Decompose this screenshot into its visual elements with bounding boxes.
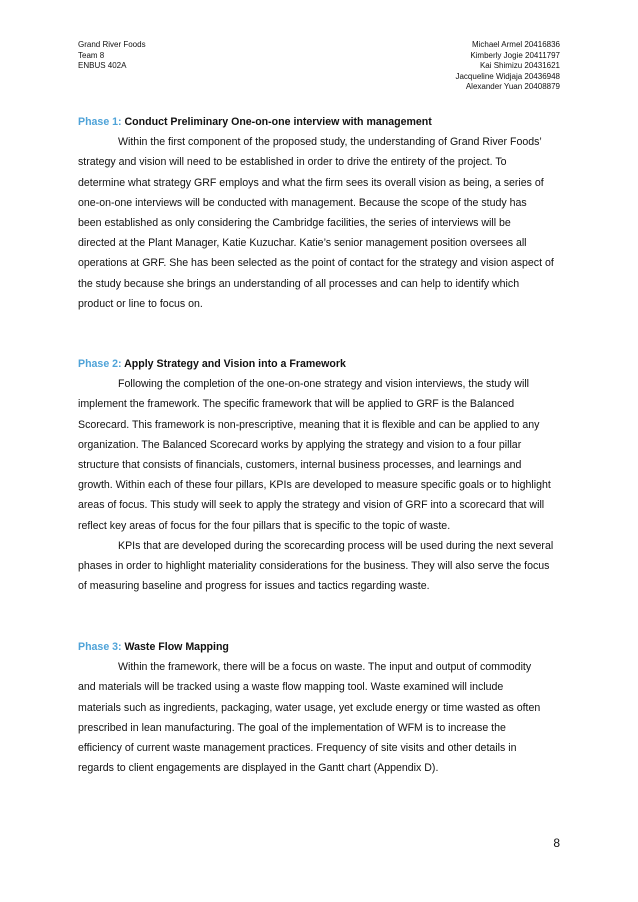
phase-title: Conduct Preliminary One-on-one interview with management: [124, 116, 432, 128]
text-line: Within the framework, there will be a focus on waste. The input and output of commodity: [118, 661, 532, 674]
text-line: implement the framework. The specific framework that will be applied to GRF is the Balanced: [78, 398, 515, 411]
text-line: strategy and vision will need to be established in order to drive the entirety of the project. To: [78, 156, 507, 169]
text-line: materials such as ingredients, packaging, water usage, yet exclude energy or time wasted as often: [78, 701, 541, 714]
text-line: the study because she brings an understanding of all processes and can help to identify which: [78, 277, 520, 290]
author-name: Jacqueline Widjaja 20436948: [455, 71, 560, 81]
author-name: Alexander Yuan 20408879: [465, 82, 560, 91]
team-name: Team 8: [78, 50, 105, 60]
section-heading: [78, 637, 560, 657]
text-line: Scorecard. This framework is non-prescriptive, meaning that it is flexible and can be applied to any: [78, 418, 540, 431]
course-code: ENBUS 402A: [78, 61, 127, 70]
text-line: determine what strategy GRF employs and what the firm sees its overall vision as being, a series of: [78, 176, 544, 189]
section-phase-1: [78, 112, 560, 314]
paragraph: [78, 374, 560, 536]
text-line: operations at GRF. She has been selected as the point of contact for the strategy and vision aspect of: [78, 257, 554, 270]
section-heading: [78, 112, 560, 132]
company-name: Grand River Foods: [78, 40, 146, 49]
phase-label: Phase 3:: [78, 641, 122, 653]
text-line: growth. Within each of these four pillars, KPIs are developed to measure specific goals or to highlight: [78, 479, 551, 492]
section-phase-2: [78, 354, 560, 596]
page-number: 8: [553, 836, 560, 850]
text-line: KPIs that are developed during the scorecarding process will be used during the next several: [118, 539, 554, 552]
text-line: organization. The Balanced Scorecard works by applying the strategy and vision to a four pillar: [78, 438, 522, 451]
section-body: [78, 657, 560, 778]
text-line: areas of focus. This study will seek to apply the strategy and vision of GRF into a scorecard that will: [78, 499, 545, 512]
author-name: Kimberly Jogie 20411797: [470, 50, 560, 60]
text-line: directed at the Plant Manager, Katie Kuzuchar. Katie’s senior management position oversees all: [78, 237, 527, 250]
phase-label: Phase 2:: [78, 358, 122, 370]
text-line: of measuring baseline and progress for issues and tactics regarding waste.: [78, 580, 430, 593]
text-line: structure that consists of financials, customers, internal business processes, and learnings and: [78, 459, 522, 472]
header-authors: [455, 40, 560, 93]
section-body: [78, 374, 560, 596]
author-name: Michael Armel 20416836: [471, 40, 560, 49]
header-left: [78, 40, 146, 72]
text-line: reflect key areas of focus for the four pillars that is specific to the topic of waste.: [78, 519, 451, 532]
section-body: [78, 132, 560, 314]
text-line: been established as only considering the Cambridge facilities, the series of interviews will be: [78, 217, 511, 230]
text-line: phases in order to highlight materiality considerations for the business. They will also serve the focus: [78, 560, 550, 573]
text-line: and materials will be tracked using a waste flow mapping tool. Waste examined will include: [78, 681, 504, 694]
text-line: one-on-one interviews will be conducted with management. Because the scope of the study has: [78, 196, 527, 209]
phase-title: Apply Strategy and Vision into a Framework: [124, 358, 346, 370]
text-line: regards to client engagements are displayed in the Gantt chart (Appendix D).: [78, 762, 439, 775]
phase-title: Waste Flow Mapping: [124, 641, 229, 653]
text-line: product or line to focus on.: [78, 297, 203, 310]
text-line: efficiency of current waste management practices. Frequency of site visits and other details in: [78, 742, 517, 755]
paragraph: [78, 132, 560, 314]
paragraph: [78, 536, 560, 597]
text-line: prescribed in lean manufacturing. The goal of the implementation of WFM is to increase the: [78, 721, 506, 734]
text-line: Following the completion of the one-on-one strategy and vision interviews, the study will: [118, 378, 530, 391]
text-line: Within the first component of the proposed study, the understanding of Grand River Foods’: [118, 136, 542, 149]
paragraph: [78, 657, 560, 778]
section-phase-3: [78, 637, 560, 778]
section-heading: [78, 354, 560, 374]
phase-label: Phase 1:: [78, 116, 122, 128]
author-name: Kai Shimizu 20431621: [479, 61, 560, 70]
